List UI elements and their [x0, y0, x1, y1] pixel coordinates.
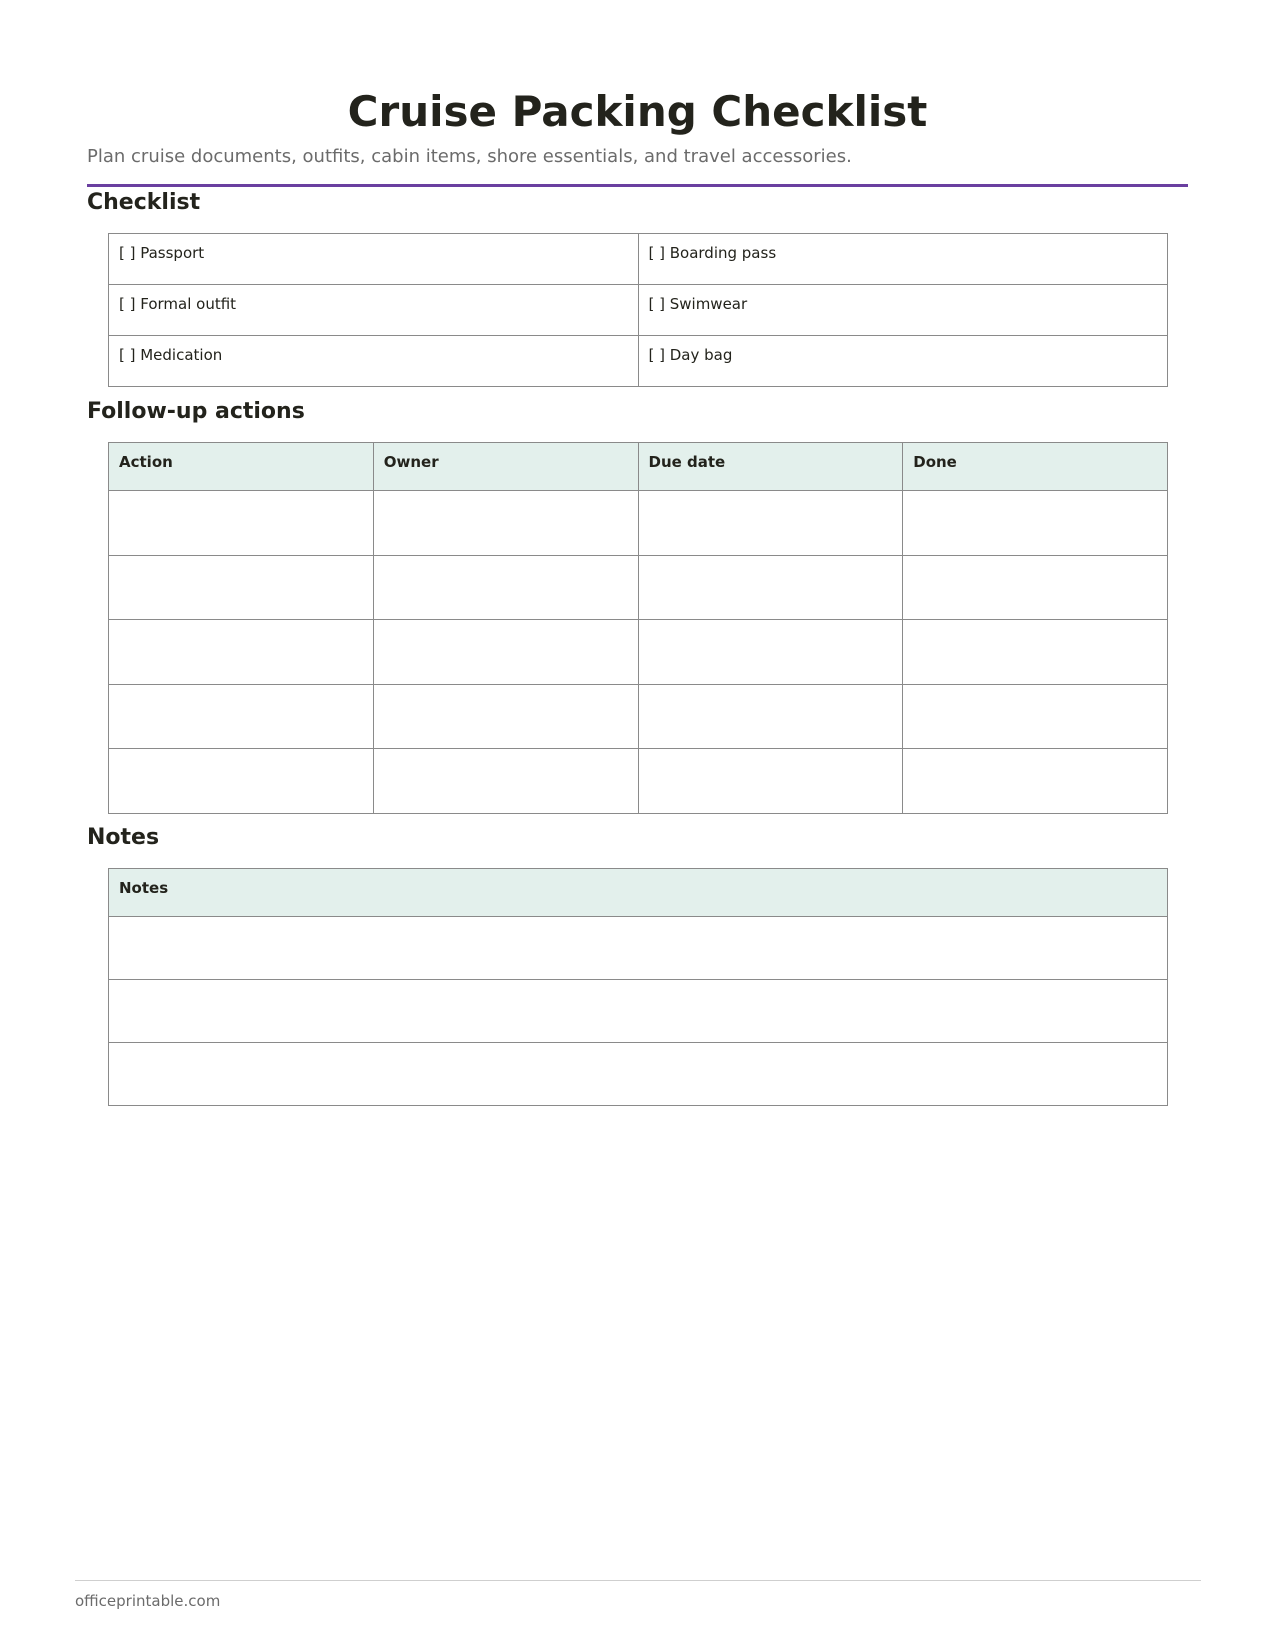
action-cell[interactable] [109, 555, 374, 620]
due-date-cell[interactable] [638, 620, 903, 685]
notes-heading: Notes [87, 825, 160, 850]
done-cell[interactable] [903, 749, 1168, 814]
action-cell[interactable] [109, 749, 374, 814]
table-row [109, 234, 1168, 285]
table-row [109, 684, 1168, 749]
table-row [109, 980, 1168, 1043]
page-title: Cruise Packing Checklist [347, 87, 928, 136]
checklist-item-day-bag[interactable]: [ ] Day bag [638, 336, 1168, 387]
checklist-item-formal-outfit[interactable]: [ ] Formal outfit [109, 285, 639, 336]
table-row [109, 491, 1168, 556]
owner-cell[interactable] [373, 491, 638, 556]
owner-cell[interactable] [373, 620, 638, 685]
column-header-action: Action [109, 443, 374, 491]
table-row [109, 285, 1168, 336]
done-cell[interactable] [903, 555, 1168, 620]
column-header-due-date: Due date [638, 443, 903, 491]
action-cell[interactable] [109, 620, 374, 685]
actions-heading: Follow-up actions [87, 399, 305, 424]
notes-cell[interactable] [109, 980, 1168, 1043]
table-row [109, 336, 1168, 387]
table-row [109, 917, 1168, 980]
table-header-row [109, 443, 1168, 491]
footer-divider [75, 1580, 1201, 1581]
checklist-item-passport[interactable]: [ ] Passport [109, 234, 639, 285]
done-cell[interactable] [903, 620, 1168, 685]
column-header-owner: Owner [373, 443, 638, 491]
checklist-item-medication[interactable]: [ ] Medication [109, 336, 639, 387]
owner-cell[interactable] [373, 749, 638, 814]
table-row [109, 749, 1168, 814]
table-row [109, 1043, 1168, 1106]
action-cell[interactable] [109, 684, 374, 749]
checklist-item-swimwear[interactable]: [ ] Swimwear [638, 285, 1168, 336]
due-date-cell[interactable] [638, 684, 903, 749]
checklist-heading: Checklist [87, 190, 201, 215]
table-row [109, 555, 1168, 620]
table-header-row [109, 869, 1168, 917]
notes-cell[interactable] [109, 917, 1168, 980]
due-date-cell[interactable] [638, 555, 903, 620]
done-cell[interactable] [903, 684, 1168, 749]
due-date-cell[interactable] [638, 749, 903, 814]
table-row [109, 620, 1168, 685]
column-header-notes: Notes [109, 869, 1168, 917]
title-divider [87, 184, 1188, 187]
action-cell[interactable] [109, 491, 374, 556]
column-header-done: Done [903, 443, 1168, 491]
owner-cell[interactable] [373, 555, 638, 620]
page-subtitle: Plan cruise documents, outfits, cabin items, shore essentials, and travel accessories. [87, 146, 852, 167]
checklist-table [108, 233, 1168, 387]
done-cell[interactable] [903, 491, 1168, 556]
footer-site-name: officeprintable.com [75, 1592, 221, 1610]
notes-table [108, 868, 1168, 1106]
due-date-cell[interactable] [638, 491, 903, 556]
actions-table [108, 442, 1168, 814]
checklist-item-boarding-pass[interactable]: [ ] Boarding pass [638, 234, 1168, 285]
owner-cell[interactable] [373, 684, 638, 749]
notes-cell[interactable] [109, 1043, 1168, 1106]
